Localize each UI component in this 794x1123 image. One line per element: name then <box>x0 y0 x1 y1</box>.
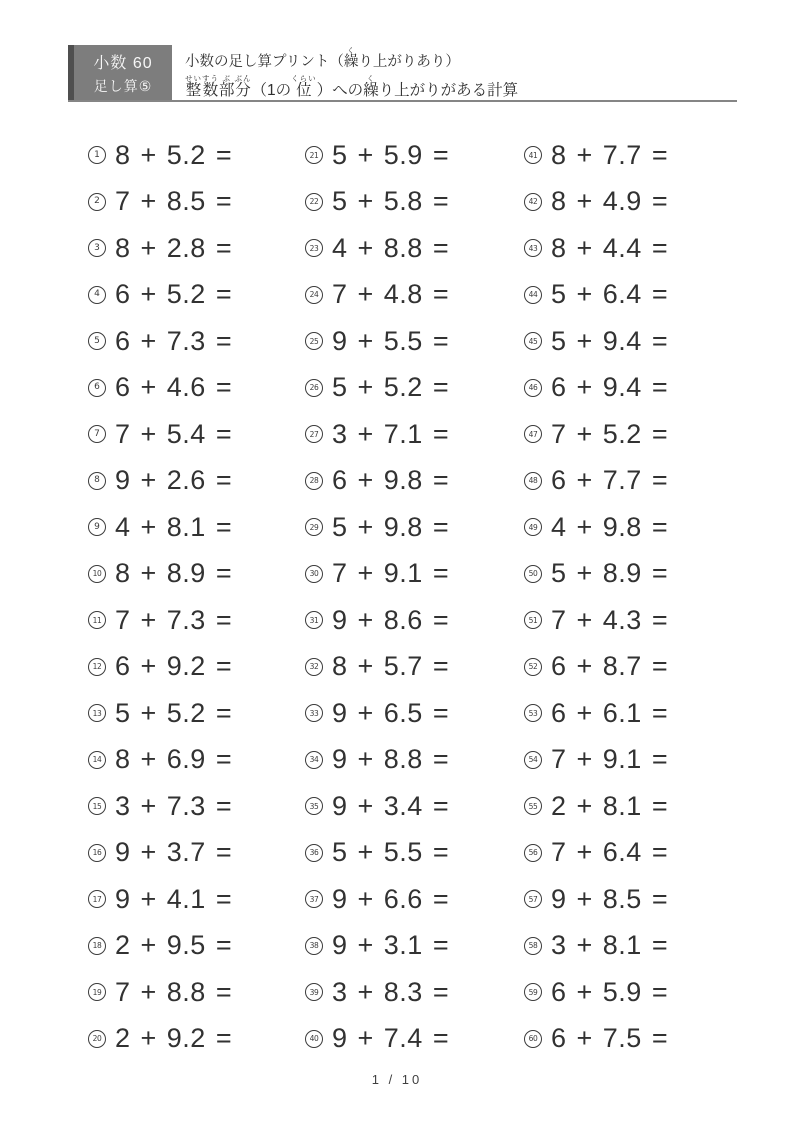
problem-row <box>305 365 525 412</box>
problem-equation: 8 + 6.9 = <box>115 744 233 775</box>
problem-number-badge: 3 <box>88 239 106 257</box>
problem-number-badge: 34 <box>305 751 323 769</box>
problem-row <box>305 225 525 272</box>
problem-row <box>88 272 308 319</box>
problem-equation: 9 + 6.6 = <box>332 883 450 914</box>
problem-row <box>305 318 525 365</box>
problem-equation: 7 + 4.3 = <box>551 604 669 635</box>
problem-row <box>524 597 744 644</box>
problem-equation: 7 + 5.4 = <box>115 418 233 449</box>
header-category-line1: 小数 60 <box>93 54 153 72</box>
problem-row <box>524 411 744 458</box>
problem-equation: 6 + 7.7 = <box>551 465 669 496</box>
problem-equation: 9 + 8.8 = <box>332 744 450 775</box>
problem-equation: 8 + 5.2 = <box>115 139 233 170</box>
problem-row <box>305 458 525 505</box>
problem-row <box>524 923 744 970</box>
problem-number-badge: 50 <box>524 565 542 583</box>
problem-row <box>524 783 744 830</box>
problem-row <box>88 1016 308 1063</box>
problem-number-badge: 33 <box>305 704 323 722</box>
title-ruby-segment: 位くらい <box>291 74 317 99</box>
problem-row <box>524 458 744 505</box>
problem-equation: 4 + 9.8 = <box>551 511 669 542</box>
problem-number-badge: 21 <box>305 146 323 164</box>
problem-number-badge: 55 <box>524 797 542 815</box>
problem-equation: 9 + 5.5 = <box>332 325 450 356</box>
problem-row <box>524 132 744 179</box>
problem-row <box>524 318 744 365</box>
problem-equation: 7 + 8.5 = <box>115 186 233 217</box>
problem-equation: 4 + 8.8 = <box>332 232 450 263</box>
problem-row <box>524 690 744 737</box>
problem-row <box>305 179 525 226</box>
problem-row <box>88 179 308 226</box>
problem-row <box>88 132 308 179</box>
problem-equation: 6 + 9.4 = <box>551 372 669 403</box>
problem-row <box>305 876 525 923</box>
problem-row <box>524 551 744 598</box>
problem-equation: 9 + 8.5 = <box>551 883 669 914</box>
problem-equation: 5 + 5.2 = <box>332 372 450 403</box>
problem-number-badge: 60 <box>524 1030 542 1048</box>
problem-number-badge: 9 <box>88 518 106 536</box>
title-ruby-segment: 繰く <box>363 74 379 99</box>
problem-row <box>305 272 525 319</box>
worksheet-subtitle: 整数せいすう 部ぶ 分ぶん （1の 位くらい ）への 繰く り上がりがある計算 <box>185 74 519 99</box>
problem-number-badge: 19 <box>88 983 106 1001</box>
problem-number-badge: 54 <box>524 751 542 769</box>
problem-number-badge: 31 <box>305 611 323 629</box>
problem-row <box>305 551 525 598</box>
title-ruby-segment: 整数せいすう <box>185 74 219 99</box>
problem-row <box>305 969 525 1016</box>
problem-number-badge: 10 <box>88 565 106 583</box>
problem-number-badge: 24 <box>305 286 323 304</box>
problem-number-badge: 23 <box>305 239 323 257</box>
problem-row <box>524 1016 744 1063</box>
problem-number-badge: 53 <box>524 704 542 722</box>
problem-number-badge: 35 <box>305 797 323 815</box>
problem-row <box>88 504 308 551</box>
problem-number-badge: 36 <box>305 844 323 862</box>
problem-number-badge: 48 <box>524 472 542 490</box>
problems-column-3 <box>524 132 744 1062</box>
problem-row <box>88 876 308 923</box>
problem-row <box>305 830 525 877</box>
problem-number-badge: 44 <box>524 286 542 304</box>
problem-number-badge: 15 <box>88 797 106 815</box>
problem-equation: 5 + 5.9 = <box>332 139 450 170</box>
problem-row <box>524 737 744 784</box>
problem-number-badge: 18 <box>88 937 106 955</box>
header-titles <box>185 42 518 100</box>
problem-row <box>88 365 308 412</box>
problem-number-badge: 4 <box>88 286 106 304</box>
worksheet-title: 小数の足し算プリント（ 繰く り上がりあり） <box>185 46 460 70</box>
problem-row <box>88 737 308 784</box>
header-category-line2: 足し算⑤ <box>93 77 153 94</box>
problem-number-badge: 41 <box>524 146 542 164</box>
problem-equation: 5 + 5.5 = <box>332 837 450 868</box>
problem-equation: 6 + 9.2 = <box>115 651 233 682</box>
title-ruby-segment: 繰く <box>343 46 359 70</box>
problem-number-badge: 37 <box>305 890 323 908</box>
problem-equation: 7 + 9.1 = <box>332 558 450 589</box>
problem-row <box>524 179 744 226</box>
problem-equation: 7 + 4.8 = <box>332 279 450 310</box>
problem-equation: 6 + 6.1 = <box>551 697 669 728</box>
problem-number-badge: 57 <box>524 890 542 908</box>
title-ruby-segment: 分ぶん <box>234 74 252 99</box>
problem-number-badge: 8 <box>88 472 106 490</box>
problem-equation: 7 + 7.3 = <box>115 604 233 635</box>
problem-equation: 8 + 7.7 = <box>551 139 669 170</box>
problem-equation: 9 + 3.1 = <box>332 930 450 961</box>
problem-number-badge: 7 <box>88 425 106 443</box>
problem-row <box>524 969 744 1016</box>
problem-number-badge: 56 <box>524 844 542 862</box>
problem-number-badge: 39 <box>305 983 323 1001</box>
problem-equation: 9 + 8.6 = <box>332 604 450 635</box>
problem-row <box>88 830 308 877</box>
problems-column-1 <box>88 132 308 1062</box>
problem-row <box>305 644 525 691</box>
problem-equation: 7 + 5.2 = <box>551 418 669 449</box>
problem-number-badge: 51 <box>524 611 542 629</box>
problem-row <box>524 876 744 923</box>
problem-number-badge: 22 <box>305 193 323 211</box>
problem-row <box>305 923 525 970</box>
problem-equation: 9 + 6.5 = <box>332 697 450 728</box>
problem-number-badge: 43 <box>524 239 542 257</box>
problem-equation: 5 + 5.2 = <box>115 697 233 728</box>
problem-equation: 8 + 4.4 = <box>551 232 669 263</box>
problem-equation: 8 + 5.7 = <box>332 651 450 682</box>
problems-column-2 <box>305 132 525 1062</box>
problem-number-badge: 26 <box>305 379 323 397</box>
problem-equation: 9 + 2.6 = <box>115 465 233 496</box>
problem-row <box>88 644 308 691</box>
title-ruby-segment: 部ぶ <box>219 74 235 99</box>
header-divider <box>68 100 737 102</box>
problem-equation: 9 + 3.4 = <box>332 790 450 821</box>
problem-row <box>305 1016 525 1063</box>
problem-equation: 9 + 7.4 = <box>332 1023 450 1054</box>
problem-row <box>524 272 744 319</box>
problem-row <box>524 830 744 877</box>
problem-row <box>88 411 308 458</box>
problem-equation: 5 + 9.8 = <box>332 511 450 542</box>
problem-row <box>88 783 308 830</box>
problem-equation: 3 + 8.3 = <box>332 976 450 1007</box>
problem-equation: 4 + 8.1 = <box>115 511 233 542</box>
problem-equation: 2 + 9.2 = <box>115 1023 233 1054</box>
problem-row <box>305 783 525 830</box>
problem-row <box>88 551 308 598</box>
page-number: 1 / 10 <box>371 1072 423 1087</box>
problem-equation: 5 + 8.9 = <box>551 558 669 589</box>
problem-number-badge: 20 <box>88 1030 106 1048</box>
problem-row <box>88 458 308 505</box>
problem-row <box>524 644 744 691</box>
problem-equation: 5 + 9.4 = <box>551 325 669 356</box>
problem-equation: 7 + 6.4 = <box>551 837 669 868</box>
problem-number-badge: 6 <box>88 379 106 397</box>
problem-equation: 2 + 8.1 = <box>551 790 669 821</box>
problem-number-badge: 2 <box>88 193 106 211</box>
problem-number-badge: 49 <box>524 518 542 536</box>
problem-equation: 2 + 9.5 = <box>115 930 233 961</box>
problem-equation: 3 + 7.1 = <box>332 418 450 449</box>
problem-row <box>524 225 744 272</box>
problem-number-badge: 59 <box>524 983 542 1001</box>
problem-equation: 7 + 8.8 = <box>115 976 233 1007</box>
problem-equation: 8 + 8.9 = <box>115 558 233 589</box>
problem-row <box>305 597 525 644</box>
problem-equation: 3 + 7.3 = <box>115 790 233 821</box>
problem-equation: 6 + 5.2 = <box>115 279 233 310</box>
problem-number-badge: 47 <box>524 425 542 443</box>
problem-number-badge: 45 <box>524 332 542 350</box>
problem-row <box>88 690 308 737</box>
problem-equation: 9 + 3.7 = <box>115 837 233 868</box>
problem-row <box>524 504 744 551</box>
problem-number-badge: 30 <box>305 565 323 583</box>
problem-row <box>88 318 308 365</box>
problem-equation: 8 + 2.8 = <box>115 232 233 263</box>
problem-equation: 5 + 5.8 = <box>332 186 450 217</box>
problem-row <box>305 737 525 784</box>
problem-row <box>88 597 308 644</box>
problem-number-badge: 32 <box>305 658 323 676</box>
problem-equation: 8 + 4.9 = <box>551 186 669 217</box>
problem-number-badge: 58 <box>524 937 542 955</box>
problem-row <box>524 365 744 412</box>
problem-row <box>88 225 308 272</box>
problem-number-badge: 13 <box>88 704 106 722</box>
problem-number-badge: 11 <box>88 611 106 629</box>
problem-number-badge: 5 <box>88 332 106 350</box>
problem-row <box>305 690 525 737</box>
problem-number-badge: 52 <box>524 658 542 676</box>
problem-number-badge: 38 <box>305 937 323 955</box>
problem-equation: 7 + 9.1 = <box>551 744 669 775</box>
problem-row <box>305 411 525 458</box>
problem-equation: 9 + 4.1 = <box>115 883 233 914</box>
problem-number-badge: 27 <box>305 425 323 443</box>
problem-equation: 6 + 8.7 = <box>551 651 669 682</box>
problem-equation: 5 + 6.4 = <box>551 279 669 310</box>
problem-equation: 6 + 9.8 = <box>332 465 450 496</box>
problem-number-badge: 14 <box>88 751 106 769</box>
problem-number-badge: 12 <box>88 658 106 676</box>
problem-row <box>305 504 525 551</box>
problem-number-badge: 16 <box>88 844 106 862</box>
problem-number-badge: 40 <box>305 1030 323 1048</box>
problem-equation: 3 + 8.1 = <box>551 930 669 961</box>
header-category-box <box>68 45 172 102</box>
problem-row <box>88 923 308 970</box>
problem-row <box>305 132 525 179</box>
problem-equation: 6 + 5.9 = <box>551 976 669 1007</box>
problem-number-badge: 28 <box>305 472 323 490</box>
problem-number-badge: 29 <box>305 518 323 536</box>
problem-number-badge: 17 <box>88 890 106 908</box>
problem-row <box>88 969 308 1016</box>
problem-number-badge: 46 <box>524 379 542 397</box>
problem-number-badge: 25 <box>305 332 323 350</box>
problem-equation: 6 + 4.6 = <box>115 372 233 403</box>
problem-number-badge: 42 <box>524 193 542 211</box>
problem-equation: 6 + 7.5 = <box>551 1023 669 1054</box>
problem-number-badge: 1 <box>88 146 106 164</box>
problem-equation: 6 + 7.3 = <box>115 325 233 356</box>
